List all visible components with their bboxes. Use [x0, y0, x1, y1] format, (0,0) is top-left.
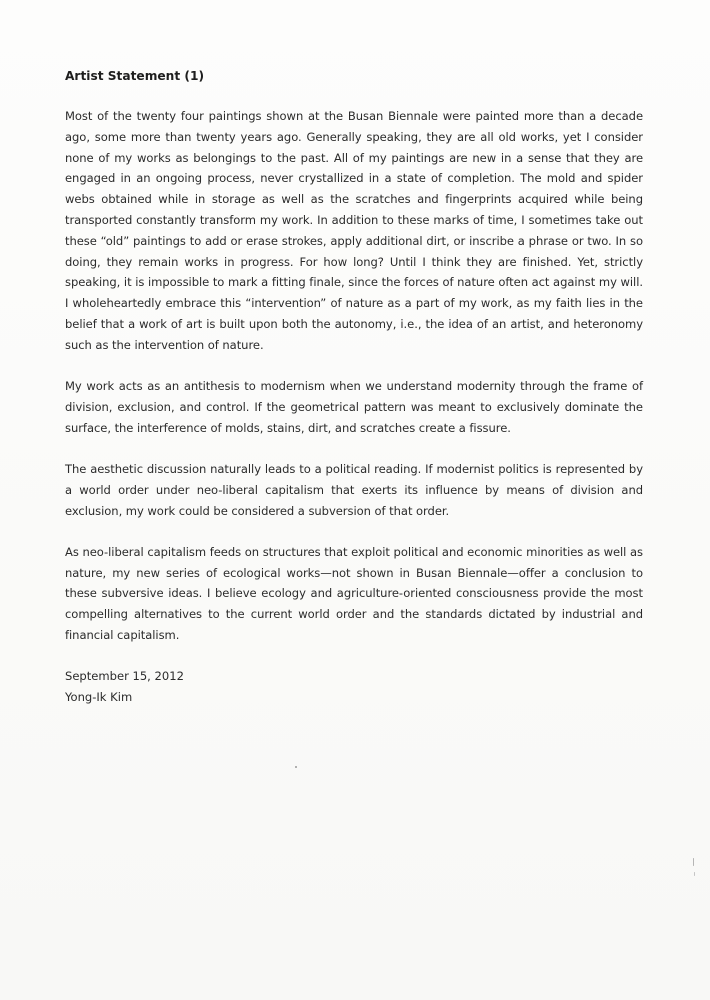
paragraph-4: As neo-liberal capitalism feeds on structures that exploit political and economic minorities as well as nature, my new series of ecological works—not shown in Busan Biennale—offer a conclusion to these subversive ideas. I believe ecology and agriculture-oriented consciousness provide the most compelling alternatives to the current world order and the standards dictated by industrial and financial capitalism.: [65, 544, 643, 643]
paragraph-2: My work acts as an antithesis to modernism when we understand modernity through the frame of division, exclusion, and control. If the geometrical pattern was meant to exclusively dominate the surface, the interference of molds, stains, dirt, and scratches create a fissure.: [65, 379, 643, 435]
statement-date: September 15, 2012: [65, 669, 184, 684]
document-body: [65, 66, 643, 708]
paper-speck: [694, 872, 695, 876]
document-title: Artist Statement (1): [65, 69, 205, 83]
paragraph-3: The aesthetic discussion naturally leads to a political reading. If modernist politics is represented by a world order under neo-liberal capitalism that exerts its influence by means of division and exclusion, my work could be considered a subversion of that order.: [65, 461, 643, 518]
paper-speck: [295, 766, 297, 768]
statement-author: Yong-Ik Kim: [65, 690, 133, 705]
paper-speck: [693, 858, 694, 866]
paragraph-1: Most of the twenty four paintings shown at the Busan Biennale were painted more than a decade ago, some more than twenty years ago. Generally speaking, they are all old works, yet I consider none of my works as belongings to the past. All of my paintings are new in a sense that they are engaged in an ongoing process, never crystallized in a state of completion. The mold and spider webs obtained while in storage as well as the scratches and fingerprints acquired while being transported constantly transform my work. In addition to these marks of time, I sometimes take out these “old” paintings to add or erase strokes, apply additional dirt, or inscribe a phrase or two. In so doing, they remain works in progress. For how long? Until I think they are finished. Yet, strictly speaking, it is impossible to mark a fitting finale, since the forces of nature often act against my will. I wholeheartedly embrace this “intervention” of nature as a part of my work, as my faith lies in the belief that a work of art is built upon both the autonomy, i.e., the idea of an artist, and heteronomy such as the intervention of nature.: [65, 109, 643, 352]
